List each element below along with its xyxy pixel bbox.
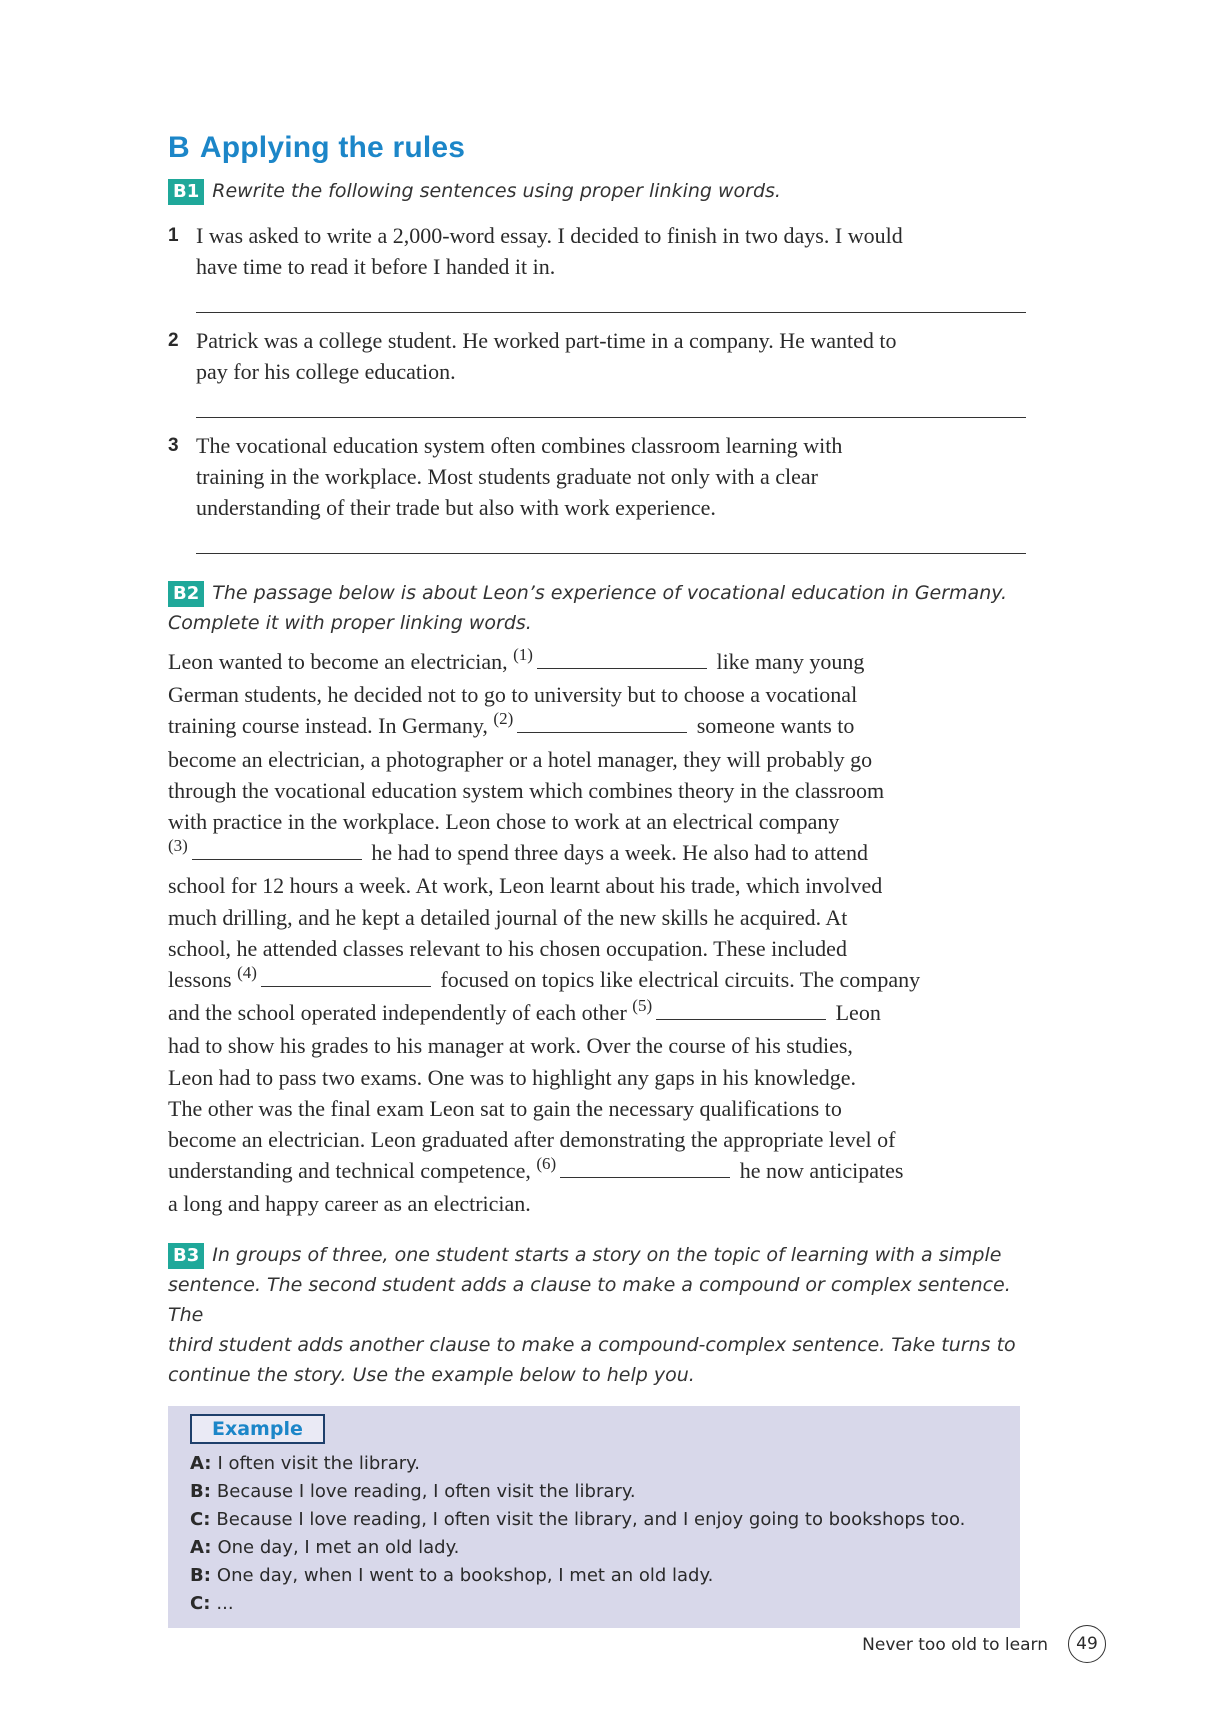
speaker-label: A: [190, 1452, 212, 1474]
passage-text: lessons [168, 967, 232, 993]
passage-line: school, he attended classes relevant to his chosen occupation. These included [168, 935, 847, 961]
b1-item-2 [168, 325, 1026, 387]
b3-instruction-line: continue the story. Use the example below to help you. [168, 1363, 695, 1386]
blank-6[interactable] [560, 1159, 730, 1178]
b1-instruction-text: Rewrite the following sentences using proper linking words. [212, 180, 781, 202]
speaker-label: B: [190, 1480, 211, 1502]
item-text-line: understanding of their trade but also with work experience. [196, 495, 716, 520]
blank-number: (6) [536, 1154, 557, 1174]
b1-item-3 [168, 430, 1026, 523]
blank-2[interactable] [517, 714, 687, 733]
example-line [190, 1562, 998, 1590]
item-text-line: have time to read it before I handed it in. [196, 254, 556, 279]
blank-number: (1) [513, 645, 533, 664]
example-line [190, 1478, 998, 1506]
page-number: 49 [1068, 1625, 1106, 1663]
b3-tag: B3 [168, 1243, 204, 1269]
passage-text: Leon wanted to become an electrician, [168, 649, 508, 674]
passage-line: school for 12 hours a week. At work, Leon learnt about his trade, which involved [168, 873, 883, 899]
passage-line: The other was the final exam Leon sat to gain the necessary qualifications to [168, 1095, 842, 1121]
item-text-line: The vocational education system often combines classroom learning with [196, 433, 843, 458]
passage-line: become an electrician. Leon graduated after demonstrating the appropriate level of [168, 1127, 896, 1153]
passage-text: like many young [716, 649, 865, 674]
example-line [190, 1590, 998, 1618]
page-content [168, 126, 1026, 1628]
item-number: 3 [168, 435, 179, 456]
section-title-text: Applying the rules [199, 131, 466, 164]
example-text: I often visit the library. [217, 1452, 420, 1474]
passage-text: Leon [835, 1000, 881, 1026]
passage-line: much drilling, and he kept a detailed journal of the new skills he acquired. At [168, 904, 848, 930]
passage-text: training course instead. In Germany, [168, 713, 488, 739]
blank-3[interactable] [192, 841, 362, 860]
example-text: Because I love reading, I often visit the library. [216, 1480, 636, 1502]
b2-instruction-line: Complete it with proper linking words. [168, 612, 532, 634]
b3-instruction-line: sentence. The second student adds a clause to make a compound or complex sentence. The [168, 1273, 1011, 1326]
speaker-label: B: [190, 1564, 211, 1586]
speaker-label: A: [190, 1536, 212, 1558]
b1-item-1 [168, 220, 1026, 282]
blank-5[interactable] [656, 1001, 826, 1020]
b3-instruction-line: third student adds another clause to make a compound-complex sentence. Take turns to [168, 1333, 1016, 1356]
example-text: One day, when I went to a bookshop, I met an old lady. [216, 1564, 714, 1586]
passage-text: someone wants to [696, 713, 855, 739]
b2-instruction-line: The passage below is about Leon’s experience of vocational education in Germany. [212, 582, 1008, 604]
item-number: 2 [168, 330, 179, 351]
example-text: Because I love reading, I often visit the library, and I enjoy going to bookshops too. [216, 1508, 966, 1530]
passage-line: Leon had to pass two exams. One was to highlight any gaps in his knowledge. [168, 1064, 857, 1090]
passage-text: understanding and technical competence, [168, 1158, 531, 1184]
passage-line: a long and happy career as an electrician. [168, 1191, 531, 1217]
example-line [190, 1534, 998, 1562]
answer-line-1[interactable] [196, 282, 1026, 313]
example-line [190, 1450, 998, 1478]
passage-line: through the vocational education system which combines theory in the classroom [168, 777, 885, 803]
example-label: Example [190, 1414, 325, 1444]
b3-instruction [168, 1240, 1026, 1390]
b3-instruction-line: In groups of three, one student starts a story on the topic of learning with a simple [212, 1243, 1002, 1266]
blank-1[interactable] [537, 650, 707, 669]
b1-tag: B1 [168, 179, 204, 205]
blank-number: (5) [632, 996, 653, 1016]
passage-text: focused on topics like electrical circuits. The company [440, 967, 921, 993]
passage-line: had to show his grades to his manager at work. Over the course of his studies, [168, 1033, 853, 1059]
example-line [190, 1506, 998, 1534]
b2-tag: B2 [168, 581, 204, 607]
item-text-line: Patrick was a college student. He worked part-time in a company. He wanted to [196, 328, 897, 353]
example-text: ... [216, 1592, 234, 1614]
section-letter: B [168, 131, 190, 164]
passage-line: become an electrician, a photographer or a hotel manager, they will probably go [168, 746, 873, 772]
blank-number: (3) [168, 836, 188, 856]
blank-4[interactable] [261, 968, 431, 987]
passage-text: he now anticipates [739, 1158, 904, 1184]
footer-title: Never too old to learn [862, 1635, 1048, 1655]
b2-instruction [168, 578, 1026, 638]
b1-items [168, 220, 1026, 554]
passage-line: German students, he decided not to go to university but to choose a vocational [168, 682, 858, 708]
speaker-label: C: [190, 1508, 211, 1530]
item-text-line: pay for his college education. [196, 359, 456, 384]
blank-number: (2) [493, 709, 514, 729]
item-text-line: I was asked to write a 2,000-word essay. I decided to finish in two days. I would [196, 223, 903, 248]
item-text-line: training in the workplace. Most students graduate not only with a clear [196, 464, 818, 489]
passage-text: and the school operated independently of each other [168, 1000, 627, 1026]
passage-text: he had to spend three days a week. He also had to attend [371, 840, 868, 866]
answer-line-3[interactable] [196, 523, 1026, 554]
blank-number: (4) [237, 963, 257, 983]
item-number: 1 [168, 225, 179, 246]
answer-line-2[interactable] [196, 387, 1026, 418]
passage-line: with practice in the workplace. Leon chose to work at an electrical company [168, 809, 840, 835]
b1-instruction [168, 176, 1026, 206]
example-box [168, 1406, 1020, 1628]
section-title [168, 126, 1026, 170]
b2-passage [168, 646, 1028, 1220]
example-text: One day, I met an old lady. [217, 1536, 460, 1558]
page-footer [850, 1625, 1110, 1665]
speaker-label: C: [190, 1592, 211, 1614]
